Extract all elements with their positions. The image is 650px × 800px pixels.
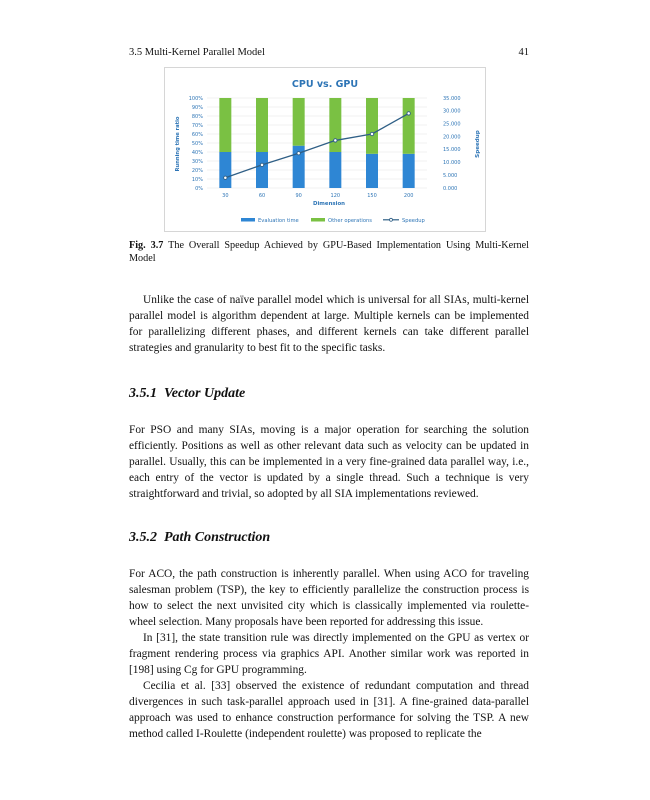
x-tick-label: 90 [295, 193, 302, 199]
y-tick-label: 40% [191, 149, 203, 156]
paragraph: For PSO and many SIAs, moving is a major operation for searching the solution efficiently. Positions as well as other relevant data such as velocity can be updated in parallel. Usually, this can be implemented in a very fine-grained data parallel way, i.e., each entry of the vector is updated by a single thread. Such a technique is very straightforward and trivial, so adopted by all SIA implementations reviewed. [129, 424, 529, 500]
bar-evaluation-time [219, 152, 231, 188]
section-title: Vector Update [164, 386, 246, 401]
legend-swatch-evaluation-time [241, 218, 255, 222]
y-tick-label: 60% [191, 131, 203, 138]
y2-tick-label: 25.000 [443, 121, 461, 128]
bar-other-operations [329, 98, 341, 152]
paragraph: Cecilia et al. [33] observed the existence of redundant computation and thread divergences in such task-parallel approach used in [31]. A fine-grained data-parallel approach was used to enhance construction performance for solving the TSP. A new method called I-Roulette (independent roulette) was proposed to replicate the [129, 680, 529, 740]
y-tick-label: 100% [188, 95, 203, 102]
caption-label: Fig. 3.7 [129, 240, 164, 251]
speedup-point [370, 132, 373, 135]
y-tick-label: 70% [191, 122, 203, 129]
speedup-point [260, 163, 263, 166]
page-number: 41 [518, 47, 529, 58]
y-tick-label: 20% [191, 167, 203, 174]
section-heading-path-construction [129, 530, 529, 546]
figure-3-7-chart [164, 67, 486, 232]
bar-other-operations [293, 98, 305, 146]
y2-tick-label: 0.000 [443, 185, 458, 192]
x-tick-label: 60 [258, 193, 266, 199]
y2-tick-label: 15.000 [443, 147, 461, 154]
y-tick-label: 10% [191, 176, 203, 183]
bar-other-operations [366, 98, 378, 154]
y2-tick-label: 35.000 [443, 95, 461, 102]
bar-other-operations [403, 98, 415, 154]
y2-tick-label: 20.000 [443, 134, 461, 141]
bar-evaluation-time [366, 154, 378, 188]
path-construction-text [129, 566, 529, 742]
bar-other-operations [219, 98, 231, 152]
chart-svg [165, 68, 485, 231]
bar-evaluation-time [329, 152, 341, 188]
paragraph: Unlike the case of naïve parallel model which is universal for all SIAs, multi-kernel parallel model is algorithm dependent at large. Multiple kernels can be implemented for parallelizing different phases, and different kernels can take different parallel strategies and granularity to best fit to the specific tasks. [129, 294, 529, 354]
y2-tick-label: 5.000 [443, 172, 458, 179]
speedup-point [407, 112, 410, 115]
legend-label-other-operations: Other operations [328, 218, 372, 224]
x-tick-label: 30 [222, 193, 229, 199]
legend-label-speedup: Speedup [402, 218, 425, 224]
speedup-point [297, 152, 300, 155]
y-axis-label: Running time ratio [175, 116, 181, 172]
bar-evaluation-time [403, 154, 415, 188]
section-heading-vector-update [129, 386, 529, 402]
x-tick-label: 120 [330, 193, 341, 199]
x-tick-label: 200 [403, 193, 414, 199]
bar-evaluation-time [256, 152, 268, 188]
x-axis-label: Dimension [312, 201, 346, 207]
paragraph: In [31], the state transition rule was directly implemented on the GPU as vertex or fragment rendering process via graphics API. Another similar work was reported in [198] using Cg for GPU programming. [129, 632, 529, 676]
section-title: Path Construction [164, 530, 271, 545]
bar-other-operations [256, 98, 268, 152]
speedup-point [224, 176, 227, 179]
legend-marker-speedup [390, 218, 393, 221]
vector-update-text [129, 422, 529, 502]
caption-text: The Overall Speedup Achieved by GPU-Based Implementation Using Multi-Kernel Model [129, 240, 529, 264]
intro-text [129, 292, 529, 356]
speedup-point [334, 139, 337, 142]
legend-label-evaluation-time: Evaluation time [258, 218, 299, 224]
running-head-title: 3.5 Multi-Kernel Parallel Model [129, 47, 265, 58]
section-number: 3.5.1 [129, 386, 157, 401]
y-tick-label: 80% [191, 113, 203, 120]
running-head [129, 47, 529, 61]
y-tick-label: 50% [191, 140, 203, 147]
y-tick-label: 90% [191, 104, 203, 111]
section-number: 3.5.2 [129, 530, 157, 545]
legend-swatch-other-operations [311, 218, 325, 222]
y2-tick-label: 10.000 [443, 160, 461, 167]
speedup-series-line [225, 113, 408, 177]
y-tick-label: 0% [195, 185, 203, 192]
x-tick-label: 150 [367, 193, 377, 199]
paragraph: For ACO, the path construction is inherently parallel. When using ACO for traveling salesman problem (TSP), the key to efficiently parallelize the construction process is how to select the next unvisited city which is classically implemented via roulette-wheel selection. Many proposals have been reported for addressing this issue. [129, 568, 529, 628]
y-tick-label: 30% [191, 158, 203, 165]
chart-title: CPU vs. GPU [291, 79, 359, 90]
y2-axis-label: Speedup [475, 130, 481, 158]
y2-tick-label: 30.000 [443, 108, 461, 115]
figure-caption [129, 239, 529, 265]
